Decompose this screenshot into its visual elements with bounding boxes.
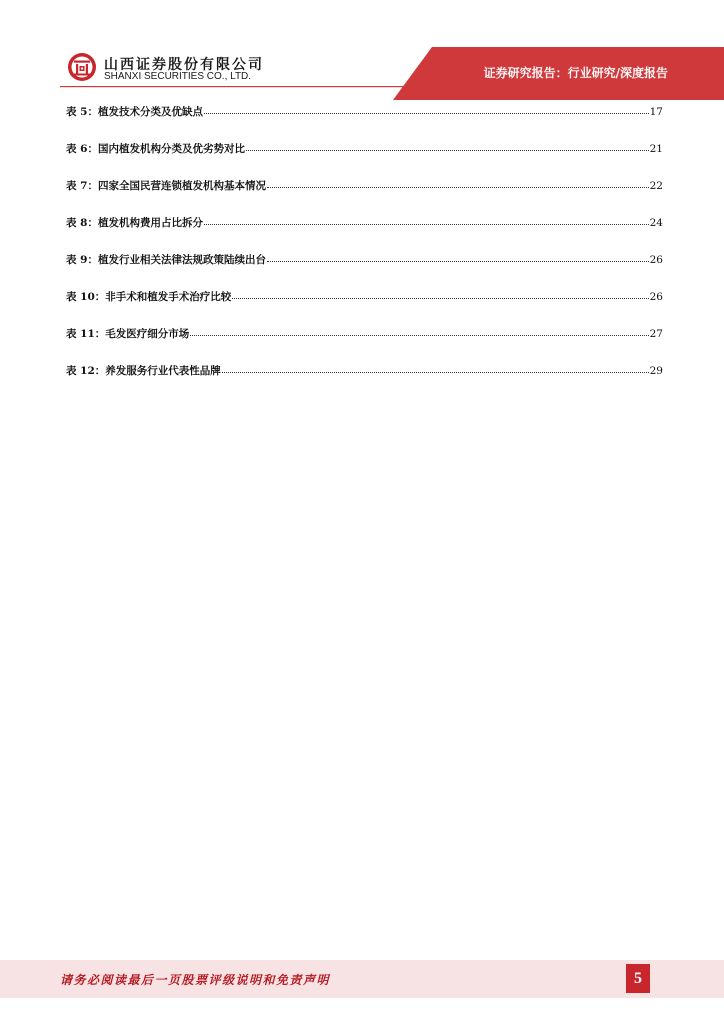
page-header xyxy=(0,0,724,100)
toc-leader-dots xyxy=(246,141,649,151)
toc-leader-dots xyxy=(190,326,648,336)
toc-entry-label: 表 6：国内植发机构分类及优劣势对比 xyxy=(66,143,245,155)
table-of-contents xyxy=(66,104,663,400)
toc-entry-label: 表 11：毛发医疗细分市场 xyxy=(66,328,190,340)
toc-entry-label: 表 8：植发机构费用占比拆分 xyxy=(66,217,203,229)
company-name-en: SHANXI SECURITIES CO., LTD. xyxy=(104,71,252,82)
toc-entry-label: 表 9：植发行业相关法律法规政策陆续出台 xyxy=(66,254,266,266)
toc-entry-label: 表 7：四家全国民营连锁植发机构基本情况 xyxy=(66,180,266,192)
toc-leader-dots xyxy=(232,289,648,299)
toc-entry[interactable] xyxy=(66,141,663,178)
toc-leader-dots xyxy=(267,178,649,188)
toc-entry[interactable] xyxy=(66,104,663,141)
header-banner xyxy=(0,0,724,100)
toc-entry[interactable] xyxy=(66,215,663,252)
toc-entry-label: 表 10：非手术和植发手术治疗比较 xyxy=(66,291,232,303)
toc-entry-page: 27 xyxy=(649,328,663,340)
page-footer xyxy=(0,960,724,998)
toc-entry-label: 表 5：植发技术分类及优缺点 xyxy=(66,106,203,118)
toc-leader-dots xyxy=(204,104,649,114)
toc-entry[interactable] xyxy=(66,178,663,215)
toc-entry[interactable] xyxy=(66,252,663,289)
page-number-badge: 5 xyxy=(626,964,650,993)
toc-leader-dots xyxy=(222,363,649,373)
toc-entry[interactable] xyxy=(66,363,663,400)
disclaimer-notice: 请务必阅读最后一页股票评级说明和免责声明 xyxy=(60,973,331,987)
toc-leader-dots xyxy=(267,252,649,262)
toc-entry-page: 26 xyxy=(649,291,663,303)
toc-entry-page: 24 xyxy=(649,217,663,229)
toc-entry-page: 21 xyxy=(649,143,663,155)
shanxi-securities-logo-icon xyxy=(67,52,97,82)
report-type-title: 证券研究报告：行业研究/深度报告 xyxy=(483,66,668,80)
toc-entry[interactable] xyxy=(66,289,663,326)
toc-entry-page: 17 xyxy=(649,106,663,118)
toc-entry-label: 表 12：养发服务行业代表性品牌 xyxy=(66,365,221,377)
toc-entry-page: 26 xyxy=(649,254,663,266)
toc-entry-page: 22 xyxy=(649,180,663,192)
toc-leader-dots xyxy=(204,215,649,225)
toc-entry-page: 29 xyxy=(649,365,663,377)
toc-entry[interactable] xyxy=(66,326,663,363)
company-name-cn: 山西证券股份有限公司 xyxy=(104,57,264,73)
